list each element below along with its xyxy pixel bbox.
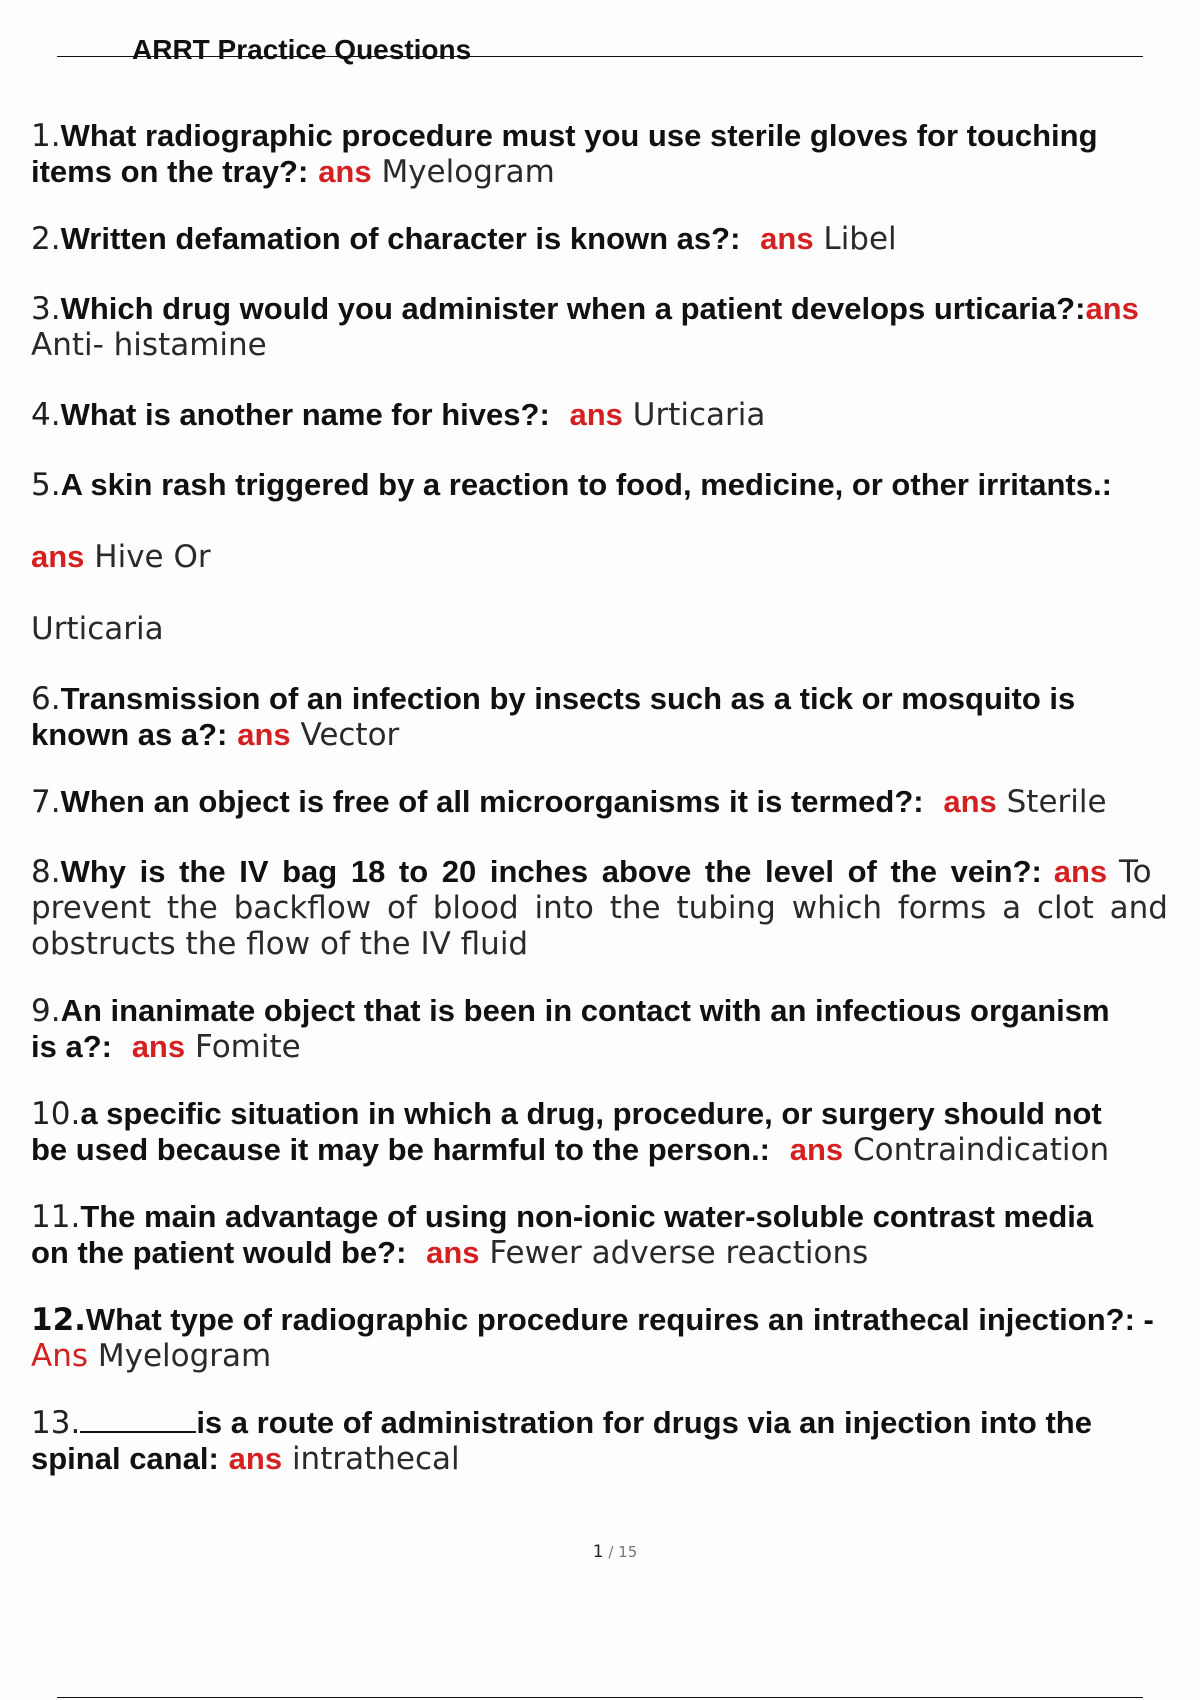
question-list xyxy=(31,118,1200,1477)
question-item-10 xyxy=(31,1096,1200,1168)
answer-text: intrathecal xyxy=(291,1441,460,1477)
answer-label: ans xyxy=(760,221,814,256)
question-item-11 xyxy=(31,1199,1200,1271)
question-text: is a?: xyxy=(31,1029,112,1064)
answer-text: Myelogram xyxy=(381,154,555,190)
answer-label: Ans xyxy=(31,1338,89,1374)
question-number: 1. xyxy=(31,118,61,154)
answer-text: Contraindication xyxy=(853,1132,1110,1168)
answer-text: Sterile xyxy=(1006,784,1107,820)
answer-text: Urticaria xyxy=(632,397,766,433)
question-item-9 xyxy=(31,993,1200,1065)
question-text: Which drug would you administer when a patient develops urticaria?: xyxy=(60,291,1086,326)
answer-label: ans xyxy=(131,1029,186,1064)
answer-label: ans xyxy=(569,397,623,432)
question-text: A skin rash triggered by a reaction to food, medicine, or other irritants.: xyxy=(60,467,1112,502)
question-number: 11. xyxy=(31,1199,81,1235)
question-text: is a route of administration for drugs via an injection into the xyxy=(196,1405,1092,1440)
answer-label: ans xyxy=(789,1132,844,1167)
answer-label: ans xyxy=(237,717,291,752)
answer-label: ans xyxy=(228,1441,283,1476)
question-number: 8. xyxy=(31,854,61,890)
question-number: 10. xyxy=(31,1096,81,1132)
question-item-1 xyxy=(31,118,1200,190)
question-item-8 xyxy=(31,854,1200,962)
question-text: Why is the IV bag 18 to 20 inches above the level of the vein?: xyxy=(60,854,1042,889)
answer-text: Libel xyxy=(823,221,897,257)
answer-text: Hive Or xyxy=(94,539,211,575)
question-number: 12. xyxy=(31,1302,86,1338)
question-item-5 xyxy=(31,467,1200,647)
question-text: What radiographic procedure must you use sterile gloves for touching xyxy=(60,118,1098,153)
question-item-2 xyxy=(31,221,1200,257)
question-number: 7. xyxy=(31,784,61,820)
answer-text: obstructs the flow of the IV fluid xyxy=(31,926,529,962)
fill-in-blank xyxy=(80,1405,196,1433)
question-item-13 xyxy=(31,1405,1200,1477)
current-page: 1 xyxy=(592,1542,604,1562)
question-number: 4. xyxy=(31,397,61,433)
answer-text: Urticaria xyxy=(31,611,164,647)
page-separator: / xyxy=(603,1543,619,1561)
question-item-3 xyxy=(31,291,1200,363)
answer-label: ans xyxy=(426,1235,480,1270)
question-text: An inanimate object that is been in contact with an infectious organism xyxy=(60,993,1110,1028)
question-text: a specific situation in which a drug, procedure, or surgery should not xyxy=(80,1096,1102,1131)
question-number: 2. xyxy=(31,221,61,257)
answer-label: ans xyxy=(943,784,997,819)
question-text: known as a?: xyxy=(31,717,228,752)
document-header xyxy=(57,32,1143,65)
question-text: When an object is free of all microorganisms it is termed?: xyxy=(60,784,924,819)
question-number: 3. xyxy=(31,291,61,327)
question-text: items on the tray?: xyxy=(31,154,309,189)
question-text: Transmission of an infection by insects such as a tick or mosquito is xyxy=(60,681,1076,716)
question-text: The main advantage of using non-ionic water-soluble contrast media xyxy=(80,1199,1094,1234)
answer-text: Fomite xyxy=(194,1029,301,1065)
question-item-6 xyxy=(31,681,1200,753)
answer-text: Fewer adverse reactions xyxy=(489,1235,869,1271)
question-item-4 xyxy=(31,397,1200,433)
answer-label: ans xyxy=(1085,291,1139,326)
document-title: ARRT Practice Questions xyxy=(132,34,472,65)
footer-rule xyxy=(57,1697,1143,1698)
total-pages: 15 xyxy=(618,1543,638,1561)
answer-label: ans xyxy=(318,154,372,189)
page-indicator xyxy=(0,1542,1200,1562)
question-number: 6. xyxy=(31,681,61,717)
question-number: 9. xyxy=(31,993,61,1029)
question-number: 5. xyxy=(31,467,61,503)
answer-text: prevent the backflow of blood into the tubing which forms a clot and xyxy=(31,890,1168,926)
answer-text: To xyxy=(1119,854,1152,890)
question-text: What is another name for hives?: xyxy=(60,397,550,432)
answer-text: Myelogram xyxy=(97,1338,272,1374)
question-number: 13. xyxy=(31,1405,81,1441)
question-item-7 xyxy=(31,784,1200,820)
question-text: on the patient would be?: xyxy=(31,1235,407,1270)
question-item-12 xyxy=(31,1302,1200,1374)
answer-label: ans xyxy=(1053,854,1108,889)
answer-label: ans xyxy=(31,539,85,574)
answer-text: Anti- histamine xyxy=(31,327,267,363)
answer-text: Vector xyxy=(300,717,400,753)
question-text: be used because it may be harmful to the person.: xyxy=(31,1132,771,1167)
question-text: What type of radiographic procedure requires an intrathecal injection?: - xyxy=(85,1302,1154,1337)
question-text: spinal canal: xyxy=(31,1441,219,1476)
question-text: Written defamation of character is known as?: xyxy=(60,221,741,256)
